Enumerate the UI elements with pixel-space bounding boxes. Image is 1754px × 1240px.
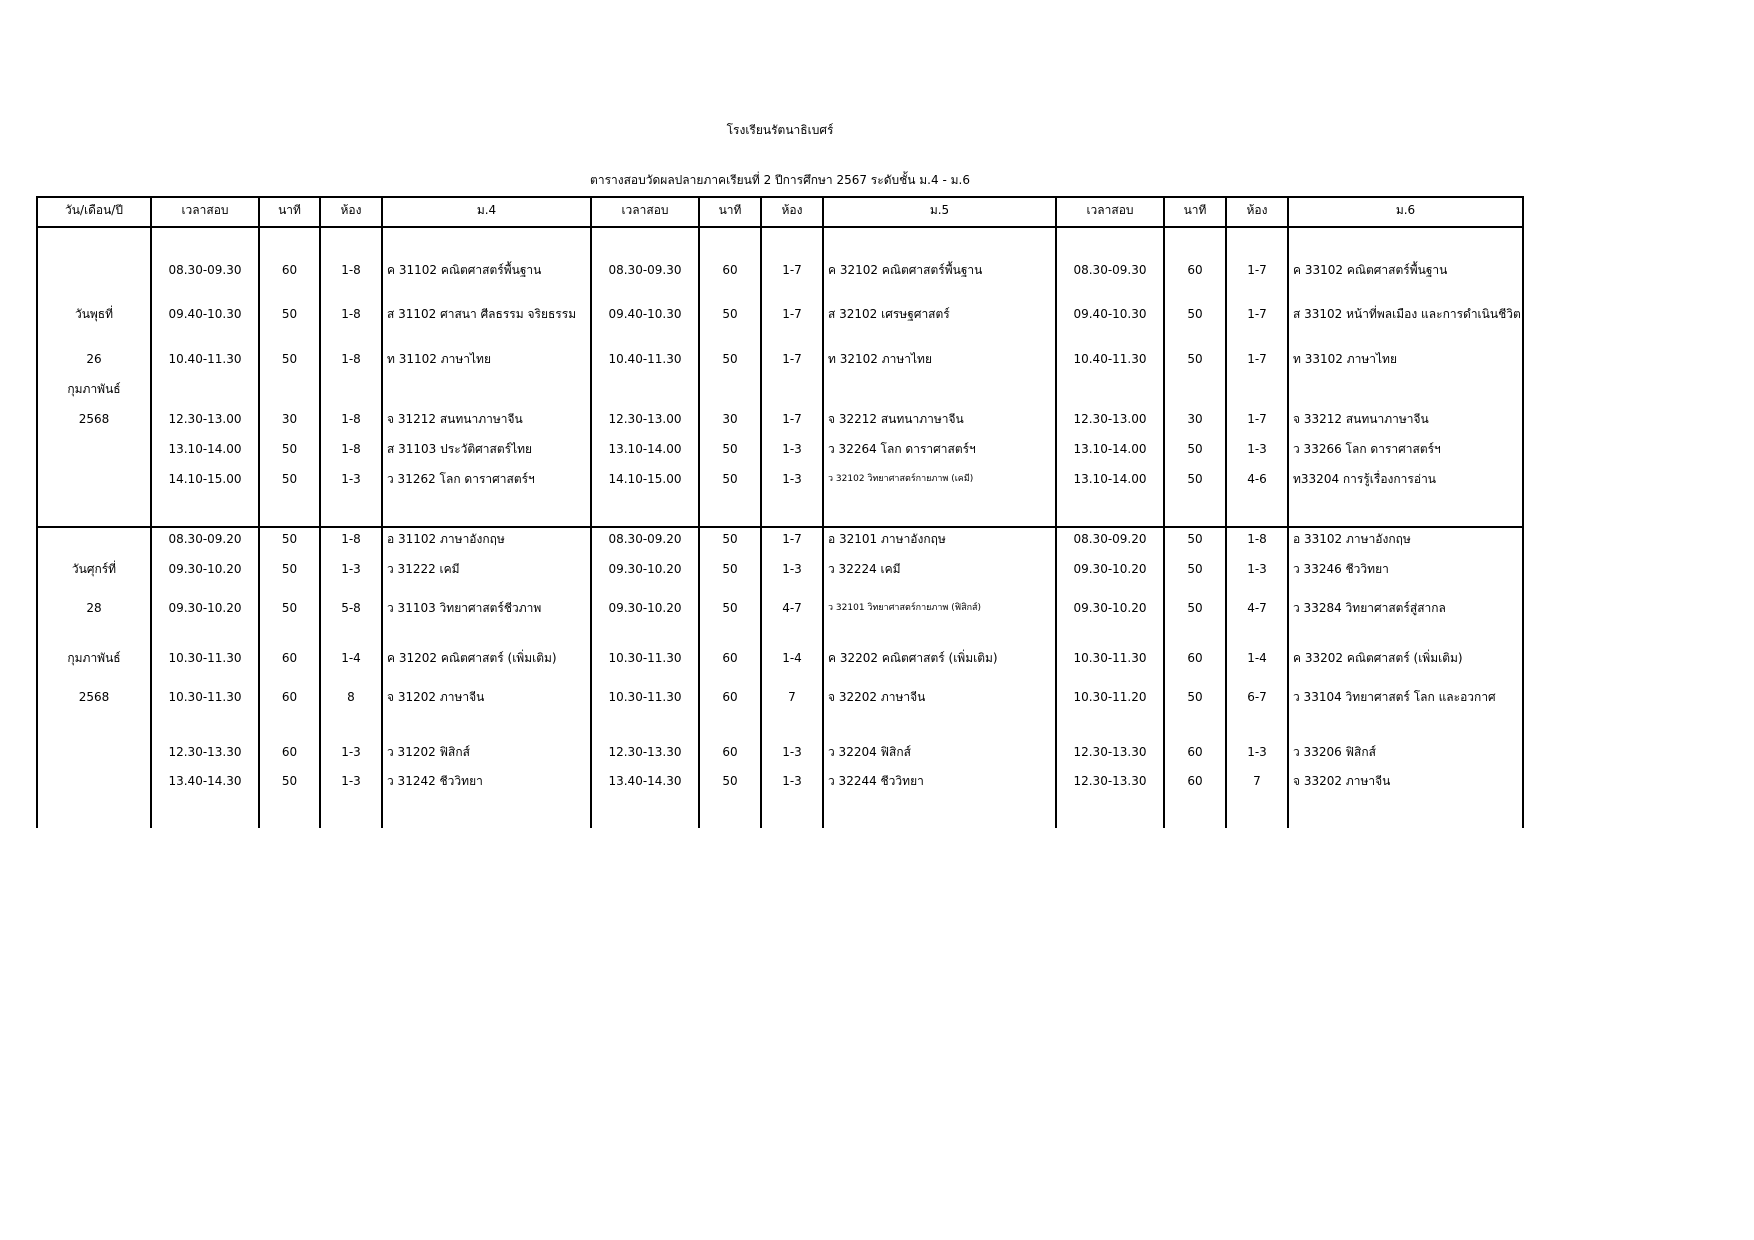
day1-m5-time: 14.10-15.00 <box>608 472 682 486</box>
column-divider <box>150 196 152 828</box>
day2-m6-time: 09.30-10.20 <box>1073 601 1147 615</box>
day1-m5-minutes: 50 <box>722 442 738 456</box>
day1-m4-time: 12.30-13.00 <box>168 412 242 426</box>
column-divider <box>1225 196 1227 828</box>
day2-m6-subject: ว 33246 ชีววิทยา <box>1293 562 1389 576</box>
day1-m5-time: 09.40-10.30 <box>608 307 682 321</box>
day2-m4-room: 1-4 <box>341 651 361 665</box>
day2-m5-room: 1-4 <box>782 651 802 665</box>
day1-m6-room: 1-7 <box>1247 307 1267 321</box>
day1-m4-subject: ค 31102 คณิตศาสตร์พื้นฐาน <box>387 263 542 277</box>
day1-m5-time: 12.30-13.00 <box>608 412 682 426</box>
day1-m6-room: 4-6 <box>1247 472 1267 486</box>
day1-m6-time: 09.40-10.30 <box>1073 307 1147 321</box>
column-divider <box>822 196 824 828</box>
day2-m6-room: 1-4 <box>1247 651 1267 665</box>
day2-m4-minutes: 50 <box>281 774 298 788</box>
day1-m5-room: 1-7 <box>782 307 802 321</box>
day2-m6-time: 10.30-11.30 <box>1073 651 1147 665</box>
day2-m6-room: 1-8 <box>1247 532 1267 546</box>
day2-m5-time: 10.30-11.30 <box>608 690 682 704</box>
day2-m4-minutes: 60 <box>281 651 298 665</box>
day2-m6-minutes: 50 <box>1187 601 1203 615</box>
day1-m4-minutes: 50 <box>281 472 298 486</box>
day2-m4-room: 5-8 <box>341 601 361 615</box>
day2-m6-subject: ว 33206 ฟิสิกส์ <box>1293 745 1376 759</box>
header-minutes-m6: นาที <box>1183 203 1207 217</box>
day2-m4-subject: อ 31102 ภาษาอังกฤษ <box>387 532 505 546</box>
day1-m6-minutes: 50 <box>1187 307 1203 321</box>
day1-m6-subject: ท 33102 ภาษาไทย <box>1293 352 1397 366</box>
day1-m4-room: 1-3 <box>341 472 361 486</box>
header-room-m4: ห้อง <box>340 203 362 217</box>
day-separator <box>37 526 1524 528</box>
column-divider <box>381 196 383 828</box>
day1-m4-minutes: 50 <box>281 307 298 321</box>
day2-m5-minutes: 50 <box>722 774 738 788</box>
column-divider <box>1163 196 1165 828</box>
day1-m4-room: 1-8 <box>341 263 361 277</box>
day1-m6-time: 13.10-14.00 <box>1073 472 1147 486</box>
day2-m5-subject: ว 32101 วิทยาศาสตร์กายภาพ (ฟิสิกส์) <box>828 603 982 613</box>
day1-m4-room: 1-8 <box>341 442 361 456</box>
day1-m5-room: 1-3 <box>782 472 802 486</box>
column-divider <box>319 196 321 828</box>
day2-m6-minutes: 50 <box>1187 690 1203 704</box>
day2-m4-time: 08.30-09.20 <box>168 532 242 546</box>
header-room-m5: ห้อง <box>781 203 803 217</box>
day2-m6-time: 08.30-09.20 <box>1073 532 1147 546</box>
table-top-border <box>37 196 1524 198</box>
day1-m5-room: 1-7 <box>782 263 802 277</box>
day2-m5-minutes: 50 <box>722 532 738 546</box>
day1-m4-minutes: 50 <box>281 442 298 456</box>
day2-m4-time: 13.40-14.30 <box>168 774 242 788</box>
day1-m5-subject: ค 32102 คณิตศาสตร์พื้นฐาน <box>828 263 983 277</box>
day2-m6-subject: อ 33102 ภาษาอังกฤษ <box>1293 532 1411 546</box>
day2-m5-minutes: 60 <box>722 651 738 665</box>
day2-m6-time: 12.30-13.30 <box>1073 745 1147 759</box>
column-divider <box>760 196 762 828</box>
day2-m5-subject: ว 32224 เคมี <box>828 562 901 576</box>
day2-m5-subject: จ 32202 ภาษาจีน <box>828 690 926 704</box>
day1-m6-subject: จ 33212 สนทนาภาษาจีน <box>1293 412 1429 426</box>
day2-m6-minutes: 60 <box>1187 774 1203 788</box>
day2-m5-minutes: 50 <box>722 601 738 615</box>
day1-m4-minutes: 60 <box>281 263 298 277</box>
day2-m6-subject: จ 33202 ภาษาจีน <box>1293 774 1391 788</box>
day1-m5-minutes: 60 <box>722 263 738 277</box>
day1-m4-subject: ส 31103 ประวัติศาสตร์ไทย <box>387 442 533 456</box>
day1-m5-room: 1-3 <box>782 442 802 456</box>
column-divider <box>698 196 700 828</box>
day2-m4-room: 1-3 <box>341 745 361 759</box>
day1-m5-minutes: 50 <box>722 472 738 486</box>
day1-m6-time: 12.30-13.00 <box>1073 412 1147 426</box>
day1-m6-time: 08.30-09.30 <box>1073 263 1147 277</box>
day2-date-line: 28 <box>86 601 102 615</box>
day2-m5-room: 7 <box>788 690 796 704</box>
day2-m5-time: 12.30-13.30 <box>608 745 682 759</box>
day1-m4-time: 13.10-14.00 <box>168 442 242 456</box>
day1-m4-subject: ส 31102 ศาสนา ศีลธรรม จริยธรรม <box>387 307 577 321</box>
day1-m5-subject: จ 32212 สนทนาภาษาจีน <box>828 412 964 426</box>
day1-m6-minutes: 50 <box>1187 352 1203 366</box>
column-divider <box>1522 196 1524 828</box>
day2-m4-minutes: 60 <box>281 690 298 704</box>
day2-m4-minutes: 50 <box>281 532 298 546</box>
day2-m5-time: 08.30-09.20 <box>608 532 682 546</box>
day2-m5-room: 1-7 <box>782 532 802 546</box>
day2-m5-time: 09.30-10.20 <box>608 601 682 615</box>
day2-date-line: 2568 <box>78 690 110 704</box>
day1-m6-time: 13.10-14.00 <box>1073 442 1147 456</box>
day1-m6-minutes: 50 <box>1187 472 1203 486</box>
day1-m5-time: 13.10-14.00 <box>608 442 682 456</box>
day1-m4-room: 1-8 <box>341 412 361 426</box>
column-divider <box>258 196 260 828</box>
day1-date-line: 2568 <box>78 412 110 426</box>
header-room-m6: ห้อง <box>1246 203 1268 217</box>
day2-m6-subject: ว 33284 วิทยาศาสตร์สู่สากล <box>1293 601 1446 615</box>
day2-m4-minutes: 60 <box>281 745 298 759</box>
day2-m4-subject: ค 31202 คณิตศาสตร์ (เพิ่มเติม) <box>387 651 557 665</box>
day2-m5-subject: อ 32101 ภาษาอังกฤษ <box>828 532 946 546</box>
day2-m5-minutes: 60 <box>722 690 738 704</box>
day1-m5-room: 1-7 <box>782 412 802 426</box>
day1-date-line: กุมภาพันธ์ <box>67 382 121 396</box>
day2-m4-time: 09.30-10.20 <box>168 601 242 615</box>
day1-date-line: วันพุธที่ <box>74 307 114 321</box>
day1-m4-subject: ท 31102 ภาษาไทย <box>387 352 491 366</box>
day2-m4-time: 12.30-13.30 <box>168 745 242 759</box>
day2-m5-time: 09.30-10.20 <box>608 562 682 576</box>
day2-m6-minutes: 60 <box>1187 745 1203 759</box>
column-divider <box>1055 196 1057 828</box>
day2-m5-room: 1-3 <box>782 745 802 759</box>
day2-m6-time: 12.30-13.30 <box>1073 774 1147 788</box>
day2-m6-subject: ว 33104 วิทยาศาสตร์ โลก และอวกาศ <box>1293 690 1496 704</box>
day1-m4-time: 09.40-10.30 <box>168 307 242 321</box>
day1-m5-subject: ท 32102 ภาษาไทย <box>828 352 932 366</box>
day1-m5-minutes: 30 <box>722 412 738 426</box>
day2-m5-subject: ว 32244 ชีววิทยา <box>828 774 924 788</box>
day2-date-line: วันศุกร์ที่ <box>71 562 117 576</box>
day2-m5-minutes: 50 <box>722 562 738 576</box>
day2-m4-time: 10.30-11.30 <box>168 651 242 665</box>
day2-m6-subject: ค 33202 คณิตศาสตร์ (เพิ่มเติม) <box>1293 651 1463 665</box>
day2-m4-subject: จ 31202 ภาษาจีน <box>387 690 485 704</box>
day2-m4-minutes: 50 <box>281 601 298 615</box>
day1-m5-subject: ว 32264 โลก ดาราศาสตร์ฯ <box>828 442 976 456</box>
day1-m6-minutes: 50 <box>1187 442 1203 456</box>
column-divider <box>590 196 592 828</box>
day1-m4-room: 1-8 <box>341 307 361 321</box>
day2-m4-subject: ว 31222 เคมี <box>387 562 460 576</box>
day2-m6-time: 09.30-10.20 <box>1073 562 1147 576</box>
day1-date-line: 26 <box>86 352 102 366</box>
header-minutes-m5: นาที <box>718 203 742 217</box>
day1-m4-room: 1-8 <box>341 352 361 366</box>
day2-m6-room: 7 <box>1253 774 1261 788</box>
day2-m6-minutes: 50 <box>1187 532 1203 546</box>
header-bottom-border <box>37 226 1524 228</box>
header-m6: ม.6 <box>1395 203 1416 217</box>
day1-m6-room: 1-7 <box>1247 263 1267 277</box>
day2-m6-room: 1-3 <box>1247 745 1267 759</box>
header-minutes-m4: นาที <box>278 203 301 217</box>
day1-m5-minutes: 50 <box>722 307 738 321</box>
day1-m6-subject: ท33204 การรู้เรื่องการอ่าน <box>1293 472 1437 486</box>
day1-m6-room: 1-7 <box>1247 352 1267 366</box>
header-m5: ม.5 <box>929 203 950 217</box>
day2-m5-time: 10.30-11.30 <box>608 651 682 665</box>
day1-m6-minutes: 60 <box>1187 263 1203 277</box>
header-m4: ม.4 <box>476 203 497 217</box>
day2-m5-subject: ว 32204 ฟิสิกส์ <box>828 745 911 759</box>
day2-m4-room: 1-3 <box>341 774 361 788</box>
day1-m6-subject: ว 33266 โลก ดาราศาสตร์ฯ <box>1293 442 1441 456</box>
day2-m6-time: 10.30-11.20 <box>1073 690 1147 704</box>
document-title: ตารางสอบวัดผลปลายภาคเรียนที่ 2 ปีการศึกษา 2567 ระดับชั้น ม.4 - ม.6 <box>590 173 970 187</box>
day2-m6-room: 1-3 <box>1247 562 1267 576</box>
day1-m5-subject: ส 32102 เศรษฐศาสตร์ <box>828 307 950 321</box>
day2-m4-room: 1-3 <box>341 562 361 576</box>
day1-m4-time: 08.30-09.30 <box>168 263 242 277</box>
day1-m4-minutes: 50 <box>281 352 298 366</box>
header-time-m6: เวลาสอบ <box>1086 203 1134 217</box>
day1-m5-time: 10.40-11.30 <box>608 352 682 366</box>
header-time-m4: เวลาสอบ <box>181 203 229 217</box>
day2-m4-room: 1-8 <box>341 532 361 546</box>
day1-m5-subject: ว 32102 วิทยาศาสตร์กายภาพ (เคมี) <box>828 474 974 484</box>
day1-m4-subject: จ 31212 สนทนาภาษาจีน <box>387 412 523 426</box>
day2-m6-room: 4-7 <box>1247 601 1267 615</box>
day1-m6-minutes: 30 <box>1187 412 1203 426</box>
day1-m6-subject: ส 33102 หน้าที่พลเมือง และการดำเนินชีวิต <box>1293 307 1521 321</box>
day2-m4-subject: ว 31242 ชีววิทยา <box>387 774 483 788</box>
day1-m6-subject: ค 33102 คณิตศาสตร์พื้นฐาน <box>1293 263 1448 277</box>
day2-m4-room: 8 <box>347 690 355 704</box>
school-name: โรงเรียนรัตนาธิเบศร์ <box>726 123 834 137</box>
day1-m6-room: 1-3 <box>1247 442 1267 456</box>
column-divider <box>1287 196 1289 828</box>
day2-m5-time: 13.40-14.30 <box>608 774 682 788</box>
day2-m5-minutes: 60 <box>722 745 738 759</box>
day1-m4-subject: ว 31262 โลก ดาราศาสตร์ฯ <box>387 472 535 486</box>
day1-m6-room: 1-7 <box>1247 412 1267 426</box>
day2-m4-minutes: 50 <box>281 562 298 576</box>
day2-m5-subject: ค 32202 คณิตศาสตร์ (เพิ่มเติม) <box>828 651 998 665</box>
day2-m4-time: 09.30-10.20 <box>168 562 242 576</box>
day1-m4-time: 10.40-11.30 <box>168 352 242 366</box>
day2-m6-minutes: 50 <box>1187 562 1203 576</box>
header-time-m5: เวลาสอบ <box>621 203 669 217</box>
day2-date-line: กุมภาพันธ์ <box>67 651 121 665</box>
day1-m4-minutes: 30 <box>281 412 298 426</box>
day1-m4-time: 14.10-15.00 <box>168 472 242 486</box>
column-divider <box>36 196 38 828</box>
day2-m5-room: 1-3 <box>782 774 802 788</box>
day2-m6-room: 6-7 <box>1247 690 1267 704</box>
header-date: วัน/เดือน/ปี <box>65 203 123 217</box>
day1-m5-time: 08.30-09.30 <box>608 263 682 277</box>
day2-m6-minutes: 60 <box>1187 651 1203 665</box>
day2-m4-time: 10.30-11.30 <box>168 690 242 704</box>
day2-m4-subject: ว 31202 ฟิสิกส์ <box>387 745 470 759</box>
day1-m6-time: 10.40-11.30 <box>1073 352 1147 366</box>
day1-m5-room: 1-7 <box>782 352 802 366</box>
day2-m4-subject: ว 31103 วิทยาศาสตร์ชีวภาพ <box>387 601 542 615</box>
day2-m5-room: 1-3 <box>782 562 802 576</box>
day2-m5-room: 4-7 <box>782 601 802 615</box>
day1-m5-minutes: 50 <box>722 352 738 366</box>
